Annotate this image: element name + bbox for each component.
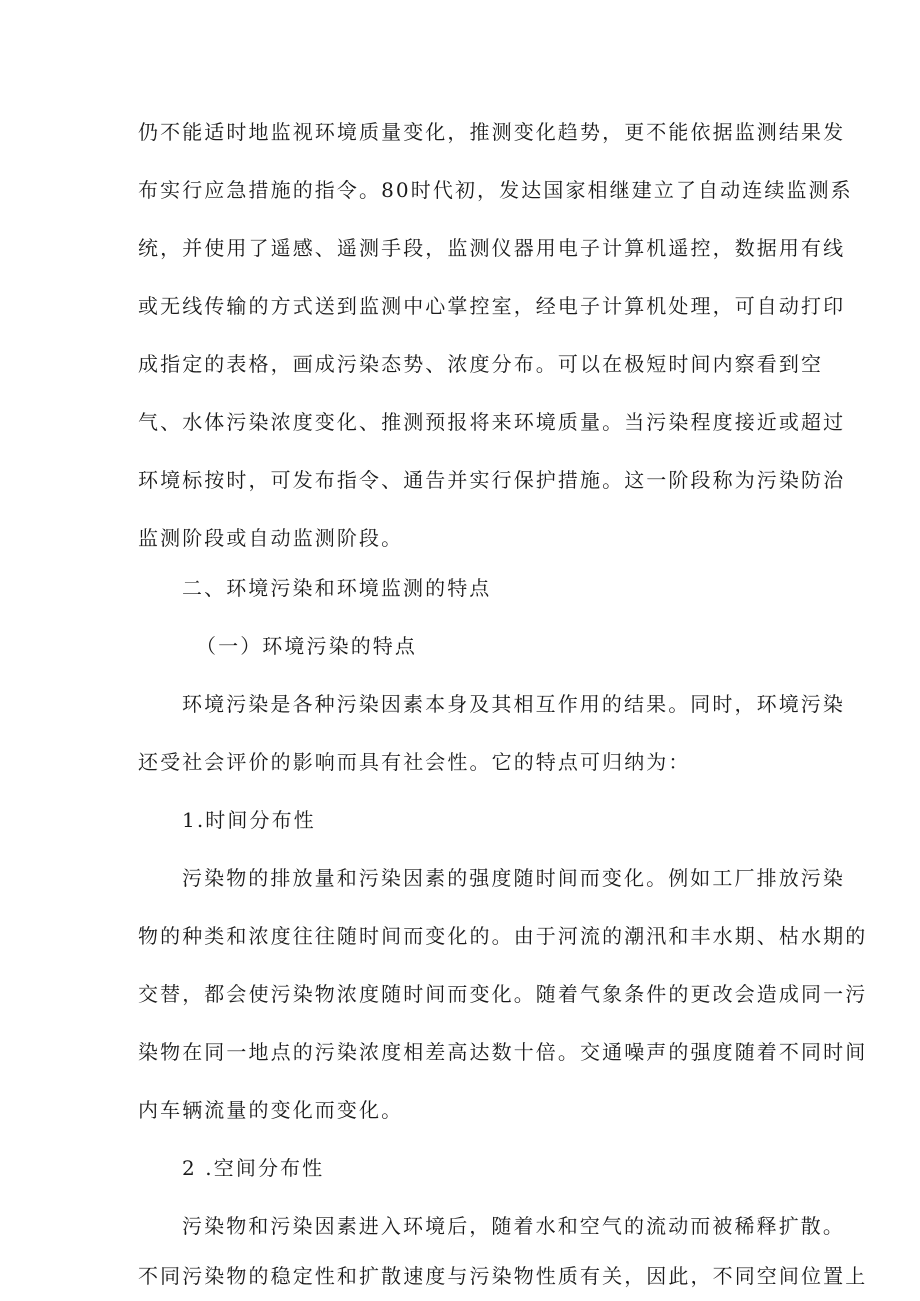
section-heading: 二、环境污染和环境监测的特点 xyxy=(182,576,492,600)
item-heading: 2 .空间分布性 xyxy=(182,1156,325,1180)
paragraph-line: 交替，都会使污染物浓度随时间而变化。随着气象条件的更改会造成同一污 xyxy=(138,982,868,1006)
paragraph-line: 监测阶段或自动监测阶段。 xyxy=(138,526,404,550)
paragraph-line: 仍不能适时地监视环境质量变化，推测变化趋势，更不能依据监测结果发 xyxy=(138,120,846,144)
paragraph-line: 还受社会评价的影响而具有社会性。它的特点可归纳为： xyxy=(138,750,691,774)
paragraph-line: 统，并使用了遥感、遥测手段，监测仪器用电子计算机遥控，数据用有线 xyxy=(138,236,846,260)
paragraph-line: 物的种类和浓度往往随时间而变化的。由于河流的潮汛和丰水期、枯水期的 xyxy=(138,924,868,948)
paragraph-line: 染物在同一地点的污染浓度相差高达数十倍。交通噪声的强度随着不同时间 xyxy=(138,1040,868,1064)
subsection-heading: （一）环境污染的特点 xyxy=(196,634,417,658)
paragraph-line: 或无线传输的方式送到监测中心掌控室，经电子计算机处理，可自动打印 xyxy=(138,294,846,318)
paragraph-line: 污染物和污染因素进入环境后，随着水和空气的流动而被稀释扩散。 xyxy=(182,1214,845,1238)
paragraph-line: 内车辆流量的变化而变化。 xyxy=(138,1098,404,1122)
paragraph-line: 成指定的表格，画成污染态势、浓度分布。可以在极短时间内察看到空 xyxy=(138,352,824,376)
paragraph-line: 环境标按时，可发布指令、通告并实行保护措施。这一阶段称为污染防治 xyxy=(138,468,846,492)
paragraph-line: 不同污染物的稳定性和扩散速度与污染物性质有关，因此，不同空间位置上 xyxy=(138,1264,868,1288)
paragraph-line: 气、水体污染浓度变化、推测预报将来环境质量。当污染程度接近或超过 xyxy=(138,410,846,434)
paragraph-line: 污染物的排放量和污染因素的强度随时间而变化。例如工厂排放污染 xyxy=(182,866,845,890)
item-heading: 1.时间分布性 xyxy=(182,808,316,832)
paragraph-line: 环境污染是各种污染因素本身及其相互作用的结果。同时，环境污染 xyxy=(182,692,845,716)
paragraph-line: 布实行应急措施的指令。80时代初，发达国家相继建立了自动连续监测系 xyxy=(138,178,853,202)
